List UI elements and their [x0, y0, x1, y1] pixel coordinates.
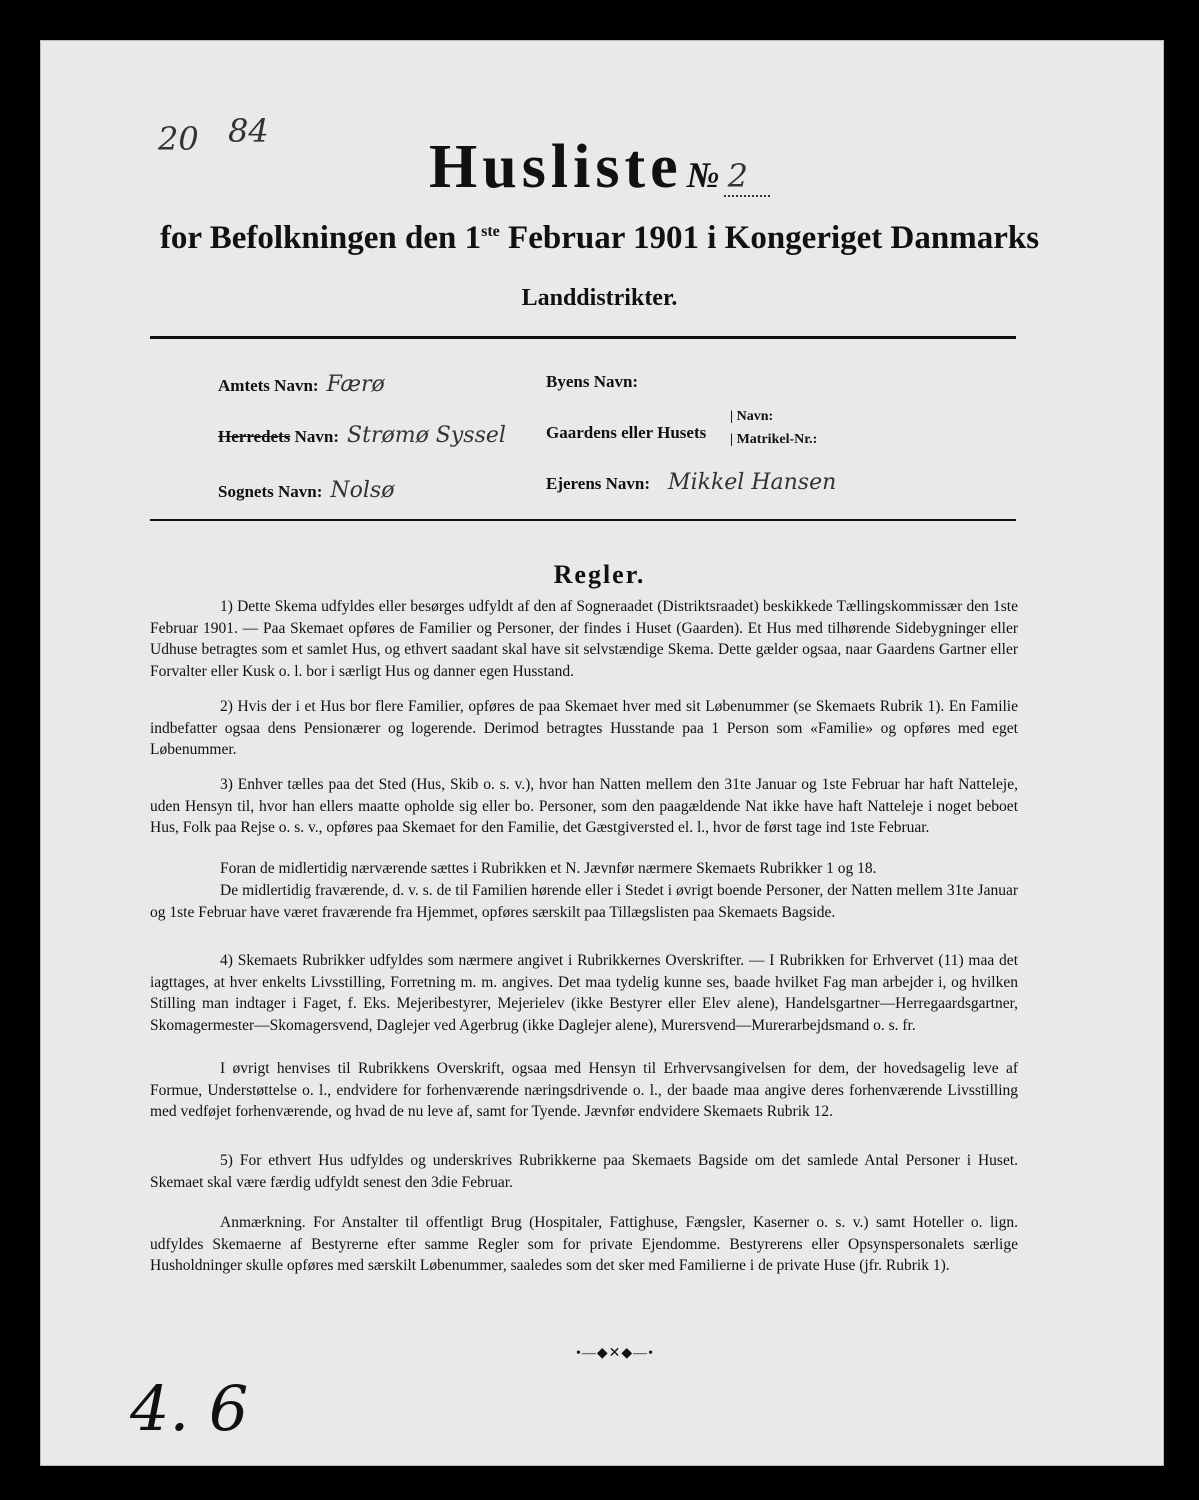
amt-field	[218, 372, 385, 397]
sogn-value: Nolsø	[330, 478, 395, 503]
rule-paragraph-2: 2) Hvis der i et Hus bor flere Familier, opføres de paa Skemaet hver med sit Løbenummer (se Skemaets Rubrik 1). En Familie indbefatter ogsaa dens Pensionærer og logerende. Derimod betragtes Husstande paa 1 Person som «Familie» og opføres med eget Løbenummer.	[150, 698, 1018, 759]
ejer-value: Mikkel Hansen	[668, 470, 837, 495]
annotation-paragraph: Anmærkning. For Anstalter til offentligt Brug (Hospitaler, Fattighuse, Fængsler, Kaserner o. s. v.) samt Hoteller o. lign. udfyldes Skemaerne af Bestyrerne efter samme Regler som for private Ejendomme. Bestyrerens eller Opsynspersonalets særlige Husholdninger skulle opføres med særskilt Løbenummer, saaledes som det sker med Familierne i de private Huse (jfr. Rubrik 1).	[150, 1214, 1018, 1275]
rule-paragraph-3c: De midlertidig fraværende, d. v. s. de til Familien hørende eller i Stedet i øvrigt boende Personer, der Natten mellem 31te Januar og 1ste Februar have været fraværende fra Hjemmet, opføres særskilt paa Tillægslisten paa Skemaets Bagside.	[150, 882, 1018, 921]
rule-paragraph-3: 3) Enhver tælles paa det Sted (Hus, Skib o. s. v.), hvor han Natten mellem den 31te Januar og 1ste Februar har haft Natteleje, uden Hensyn til, hvor han ellers maatte opholde sig eller bo. Personer, som den paagældende Nat ikke have haft Natteleje i noget beboet Hus, Folk paa Rejse o. s. v., opføres paa Skemaet for den Familie, det Gæstgiversted el. l., hvor de først tage ind 1ste Februar.	[150, 776, 1018, 837]
archive-number-1: 20	[158, 120, 199, 158]
rules-heading: Regler.	[553, 560, 646, 589]
rule-paragraph-3b: Foran de midlertidig nærværende sættes i Rubrikken et N. Jævnfør nærmere Skemaets Rubrikker 1 og 18.	[220, 860, 877, 877]
archive-number-2: 84	[228, 112, 269, 150]
herred-label: Navn:	[290, 427, 340, 446]
top-divider	[150, 336, 1016, 339]
fields-divider	[150, 519, 1016, 521]
ornament-divider: •—◆✕◆—•	[575, 1346, 655, 1361]
ejer-field	[546, 470, 836, 495]
district-type: Landdistrikter.	[521, 285, 678, 311]
subtitle-part-2: Februar 1901 i Kongeriget Danmarks	[499, 220, 1040, 256]
ejer-label: Ejerens Navn:	[546, 474, 651, 493]
herred-value: Strømø Syssel	[347, 423, 506, 448]
gaard-brace	[730, 405, 817, 451]
amt-value: Færø	[326, 372, 385, 397]
rule-paragraph-4: 4) Skemaets Rubrikker udfyldes som nærmere angivet i Rubrikkernes Overskrifter. — I Rubrikken for Erhvervet (11) maa det iagttages, at hver enkelts Livsstilling, Forretning m. m. angives. Det maa tydelig kunne ses, baade hvilket Fag man arbejder i, og hvilken Stilling man indtager i Faget, f. Eks. Mejeribestyrer, Mejerielev (ikke Bestyrer eller Elev alene), Handelsgartner—Herregaardsgartner, Skomagermester—Skomagersvend, Daglejer ved Agerbrug (ikke Daglejer alene), Murersvend—Murerarbejdsmand o. s. fr.	[150, 952, 1018, 1034]
number-label: №	[686, 155, 720, 195]
subtitle-part-1: for Befolkningen den 1	[159, 220, 482, 256]
amt-label: Amtets Navn:	[218, 376, 319, 395]
number-value: 2	[724, 157, 770, 197]
rule-paragraph-1: 1) Dette Skema udfyldes eller besørges udfyldt af den af Sogneraadet (Distriktsraadet) beskikkede Tællingskommissær den 1ste Februar 1901. — Paa Skemaet opføres de Familier og Personer, der findes i Huset (Gaarden). Et Hus med tilhørende Sidebygninger eller Udhuse betragtes som et samlet Hus, og ethvert saadant skal have sit selvstændige Skema. Dette gælder ogsaa, naar Gaardens Gartner eller Forvalter eller Kusk o. l. bor i særligt Hus og danner egen Husstand.	[150, 598, 1018, 680]
page-title: Husliste	[429, 133, 683, 201]
gaard-matrikel-label: | Matrikel-Nr.:	[730, 432, 818, 447]
herred-field	[218, 423, 506, 448]
handwritten-bottom-number: 4. 6	[130, 1372, 249, 1445]
subtitle-superscript: ste	[481, 223, 500, 240]
rule-paragraph-5: 5) For ethvert Hus udfyldes og underskrives Rubrikkerne paa Skemaets Bagside om det samlede Antal Personer i Huset. Skemaet skal være færdig udfyldt senest den 3die Februar.	[150, 1152, 1018, 1191]
sogn-field	[218, 478, 394, 503]
rule-paragraph-4b: I øvrigt henvises til Rubrikkens Overskrift, ogsaa med Hensyn til Erhvervsangivelsen for dem, der hovedsagelig leve af Formue, Understøttelse o. l., endvidere for forhenværende næringsdrivende o. l., der baade maa angive deres forhenværende Livsstilling med vedføjet forhenværende, og hvad de nu leve af, samt for Tyende. Jævnfør endvidere Skemaets Rubrik 12.	[150, 1060, 1018, 1121]
by-label: Byens Navn:	[546, 372, 639, 391]
subtitle	[0, 220, 1199, 257]
sogn-label: Sognets Navn:	[218, 482, 323, 501]
gaard-label: Gaardens eller Husets	[546, 423, 707, 442]
herred-label-struck: Herredets	[218, 427, 291, 446]
title-row	[0, 132, 1199, 203]
gaard-navn-label: | Navn:	[730, 409, 774, 424]
